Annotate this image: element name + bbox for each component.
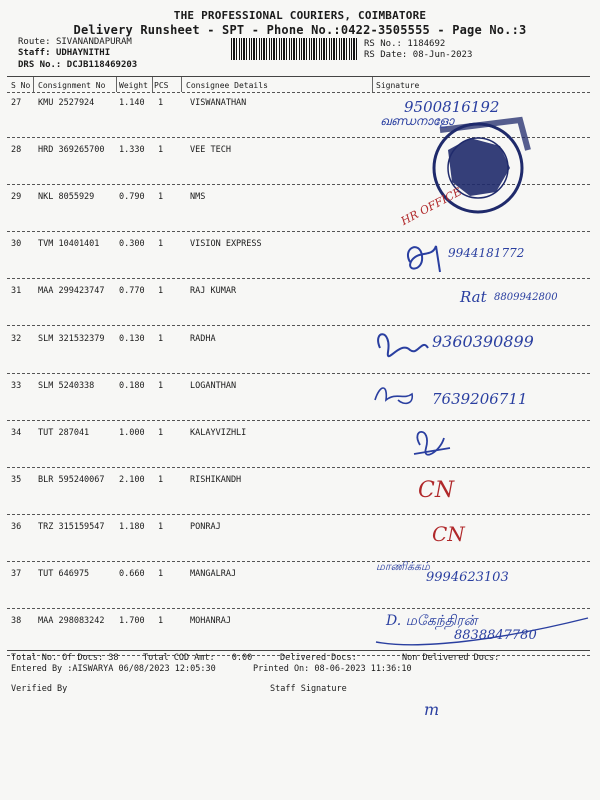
row-sno: 33	[11, 381, 22, 391]
row-sno: 27	[11, 98, 22, 108]
staff-label: Staff:	[18, 48, 51, 58]
staff-value: UDHAYNITHI	[55, 48, 111, 58]
row-consignment-no: SLM 5240338	[38, 381, 95, 391]
r28-office-note: HR OFFICE	[398, 185, 464, 228]
row-weight: 0.180	[119, 381, 145, 391]
row-consignment-no: TUT 287041	[38, 428, 90, 438]
footer-divider	[7, 650, 590, 651]
r31-sig: Rat	[460, 288, 487, 306]
row-consignee: VISION EXPRESS	[190, 239, 262, 249]
row-pcs: 1	[158, 334, 164, 344]
r38-phone: 8838847780	[454, 628, 537, 643]
row-consignee: RISHIKANDH	[190, 475, 242, 485]
printed-on: Printed On: 08-06-2023 11:36:10	[253, 664, 412, 674]
row-pcs: 1	[158, 239, 164, 249]
drs-label: DRS No.:	[18, 60, 62, 70]
row-pcs: 1	[158, 428, 164, 438]
row-consignment-no: SLM 321532379	[38, 334, 105, 344]
r31-phone: 8809942800	[494, 292, 558, 303]
row-consignee: RAJ KUMAR	[190, 286, 237, 296]
company-title: THE PROFESSIONAL COURIERS, COIMBATORE	[173, 9, 427, 22]
rs-no-label: RS No.:	[364, 39, 402, 49]
row-sno: 32	[11, 334, 22, 344]
total-docs-value: 38	[108, 653, 119, 663]
total-docs	[11, 653, 119, 663]
row-weight: 1.140	[119, 98, 145, 108]
r38-name: D. மகேந்திரன்	[386, 613, 478, 629]
row-consignment-no: HRD 369265700	[38, 145, 105, 155]
total-cod	[143, 653, 252, 663]
runsheet-subtitle: Delivery Runsheet - SPT - Phone No.:0422-3505555 - Page No.:3	[73, 23, 527, 37]
r33-phone: 7639206711	[432, 390, 528, 408]
staff-signature: m	[424, 700, 440, 719]
row-weight: 1.330	[119, 145, 145, 155]
r27-name: ഖണ്ഡനാളോ	[380, 114, 454, 128]
row-weight: 0.770	[119, 286, 145, 296]
row-weight: 0.130	[119, 334, 145, 344]
row-consignee: VISWANATHAN	[190, 98, 247, 108]
row-consignee: KALAYVIZHLI	[190, 428, 247, 438]
row-pcs: 1	[158, 522, 164, 532]
rs-date-value: 08-Jun-2023	[412, 50, 473, 60]
rs-no-value: 1184692	[407, 39, 446, 49]
r32-phone: 9360390899	[432, 332, 534, 351]
r36-mark: CN	[432, 522, 465, 546]
total-cod-value: 0.00	[231, 653, 253, 663]
col-header-weight: Weight	[119, 81, 148, 90]
row-sno: 37	[11, 569, 22, 579]
row-sno: 29	[11, 192, 22, 202]
row-consignment-no: TUT 646975	[38, 569, 90, 579]
r30-phone: 9944181772	[448, 246, 525, 260]
row-sno: 28	[11, 145, 22, 155]
row-consignment-no: TVM 10401401	[38, 239, 100, 249]
row-weight: 1.180	[119, 522, 145, 532]
row-pcs: 1	[158, 98, 164, 108]
row-consignment-no: TRZ 315159547	[38, 522, 105, 532]
entered-by: Entered By :AISWARYA 06/08/2023 12:05:30	[11, 664, 216, 674]
row-consignment-no: NKL 8055929	[38, 192, 95, 202]
row-weight: 1.700	[119, 616, 145, 626]
verified-by: Verified By	[11, 684, 68, 694]
row-weight: 2.100	[119, 475, 145, 485]
col-header-signature: Signature	[376, 81, 420, 90]
rs-date-label: RS Date:	[364, 50, 408, 60]
delivered-docs-label: Delivered Docs:	[280, 653, 357, 663]
row-sno: 36	[11, 522, 22, 532]
row-consignee: MANGALRAJ	[190, 569, 237, 579]
row-consignee: NMS	[190, 192, 206, 202]
drs-value: DCJB118469203	[66, 60, 138, 70]
row-weight: 0.300	[119, 239, 145, 249]
row-consignment-no: KMU 2527924	[38, 98, 95, 108]
row-sno: 34	[11, 428, 22, 438]
row-consignee: MOHANRAJ	[190, 616, 231, 626]
total-cod-label: Total COD Amt:	[143, 653, 215, 663]
r37-name: மாணிக்கம்	[376, 560, 430, 573]
row-pcs: 1	[158, 475, 164, 485]
row-consignee: LOGANTHAN	[190, 381, 237, 391]
row-sno: 35	[11, 475, 22, 485]
r37-phone: 9994623103	[426, 570, 509, 585]
row-consignee: PONRAJ	[190, 522, 221, 532]
staff-signature-label: Staff Signature	[270, 684, 347, 694]
row-weight: 0.660	[119, 569, 145, 579]
col-header-sno: S No	[11, 81, 31, 90]
row-pcs: 1	[158, 192, 164, 202]
row-sno: 31	[11, 286, 22, 296]
row-pcs: 1	[158, 569, 164, 579]
route-value: SIVANANDAPURAM	[55, 37, 132, 47]
row-consignment-no: MAA 298083242	[38, 616, 105, 626]
non-delivered-docs-label: Non Delivered Docs:	[402, 653, 500, 663]
col-header-consignee: Consignee Details	[186, 81, 268, 90]
route-label: Route:	[18, 37, 51, 47]
row-weight: 0.790	[119, 192, 145, 202]
row-consignment-no: BLR 595240067	[38, 475, 105, 485]
row-weight: 1.000	[119, 428, 145, 438]
col-header-pcs: PCS	[154, 81, 169, 90]
row-pcs: 1	[158, 381, 164, 391]
r35-mark: CN	[418, 478, 455, 503]
row-consignee: RADHA	[190, 334, 216, 344]
row-pcs: 1	[158, 145, 164, 155]
row-consignee: VEE TECH	[190, 145, 231, 155]
row-consignment-no: MAA 299423747	[38, 286, 105, 296]
row-sno: 38	[11, 616, 22, 626]
col-header-consignment: Consignment No	[38, 81, 106, 90]
row-sno: 30	[11, 239, 22, 249]
row-pcs: 1	[158, 616, 164, 626]
r27-phone: 9500816192	[404, 98, 500, 116]
row-pcs: 1	[158, 286, 164, 296]
total-docs-label: Total No. Of Docs:	[11, 653, 104, 663]
